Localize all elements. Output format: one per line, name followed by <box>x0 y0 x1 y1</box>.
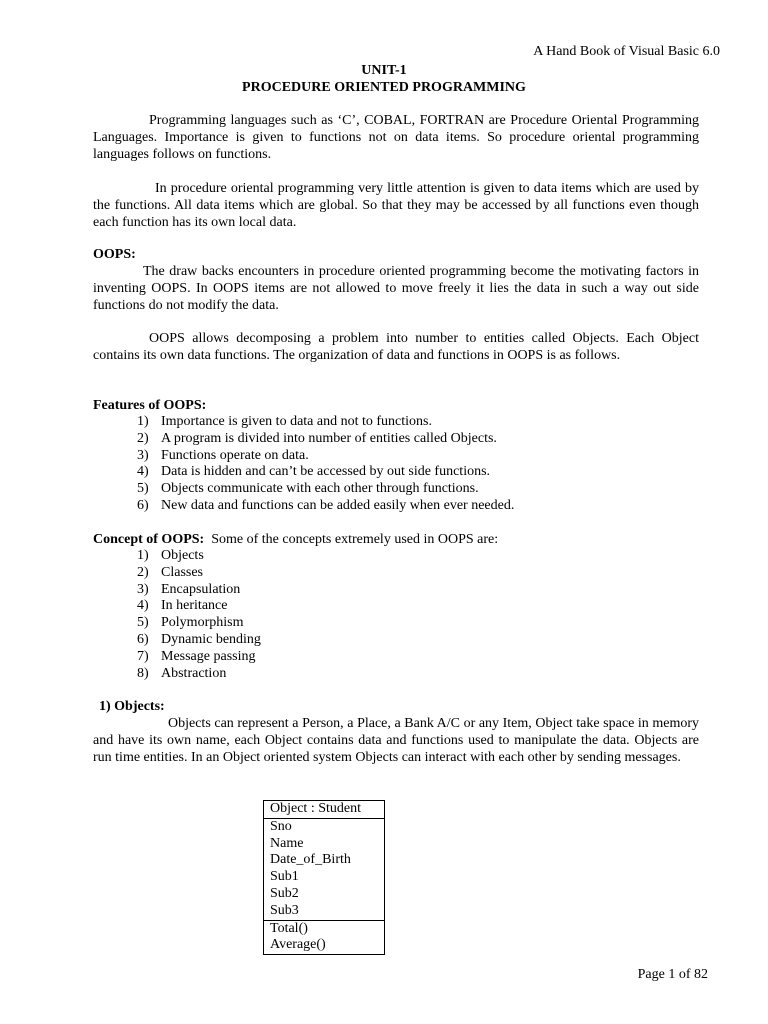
concept-intro: Some of the concepts extremely used in OOPS are: <box>211 532 499 547</box>
list-item: 1) Importance is given to data and not to functions. <box>137 414 432 429</box>
list-item: 6) Dynamic bending <box>137 631 261 647</box>
list-item: 5) Polymorphism <box>137 615 244 631</box>
table-row: Total() <box>270 920 308 936</box>
list-item: 5) Objects communicate with each other through functions. <box>137 481 479 497</box>
intro-paragraph-1: Programming languages such as ‘C’, COBAL, FORTRAN are Procedure Oriental Programming Languages. Importance is given to functions not on data items. So procedure oriental programming languages follows on functions. <box>93 113 699 162</box>
concept-list <box>137 548 261 682</box>
table-row: Sub2 <box>270 885 299 901</box>
intro-paragraph-2: In procedure oriental programming very little attention is given to data items which are used by the functions. All data items which are global. So that they may be accessed by all functions even though each function has its own local data. <box>93 181 699 230</box>
list-item: 4) In heritance <box>137 598 228 614</box>
oops-paragraph-2: OOPS allows decomposing a problem into number to entities called Objects. Each Object contains its own data functions. The organization of data and functions in OOPS is as follows. <box>93 331 699 363</box>
student-object-table <box>263 800 385 955</box>
concept-heading: Concept of OOPS: <box>93 532 205 547</box>
list-item: 8) Abstraction <box>137 665 227 681</box>
list-item: 7) Message passing <box>137 648 256 664</box>
page-number: Page 1 of 82 <box>637 967 708 982</box>
table-row: Name <box>270 835 304 851</box>
table-title-section <box>264 801 384 818</box>
features-list <box>137 414 514 515</box>
table-row: Date_of_Birth <box>270 852 351 868</box>
book-title: A Hand Book of Visual Basic 6.0 <box>533 44 720 59</box>
concept-line <box>93 531 498 548</box>
table-title: Object : Student <box>270 801 361 816</box>
oops-paragraph-1: The draw backs encounters in procedure oriented programming become the motivating factors in inventing OOPS. In OOPS items are not allowed to move freely it lies the data in such a way out side functions do not modify the data. <box>93 264 699 313</box>
list-item: 2) Classes <box>137 564 203 580</box>
unit-heading: UNIT-1 <box>361 63 407 78</box>
table-row: Sno <box>270 818 292 834</box>
list-item: 3) Functions operate on data. <box>137 447 309 463</box>
table-fields-section <box>264 818 384 920</box>
table-row: Sub1 <box>270 869 299 885</box>
objects-paragraph: Objects can represent a Person, a Place, a Bank A/C or any Item, Object take space in memory and have its own name, each Object contains data and functions used to manipulate the data. Objects are run time entities. In an Object oriented system Objects can interact with each other by sending messages. <box>93 716 699 765</box>
objects-heading: 1) Objects: <box>99 699 165 714</box>
list-item: 1) Objects <box>137 548 204 563</box>
table-row: Sub3 <box>270 902 299 918</box>
oops-heading: OOPS: <box>93 247 136 262</box>
table-methods-section <box>264 920 384 955</box>
list-item: 3) Encapsulation <box>137 581 241 597</box>
list-item: 2) A program is divided into number of entities called Objects. <box>137 430 497 446</box>
list-item: 4) Data is hidden and can’t be accessed by out side functions. <box>137 464 491 480</box>
features-heading: Features of OOPS: <box>93 398 207 413</box>
list-item: 6) New data and functions can be added easily when ever needed. <box>137 497 515 513</box>
table-row: Average() <box>270 937 326 953</box>
chapter-title: PROCEDURE ORIENTED PROGRAMMING <box>242 80 526 95</box>
